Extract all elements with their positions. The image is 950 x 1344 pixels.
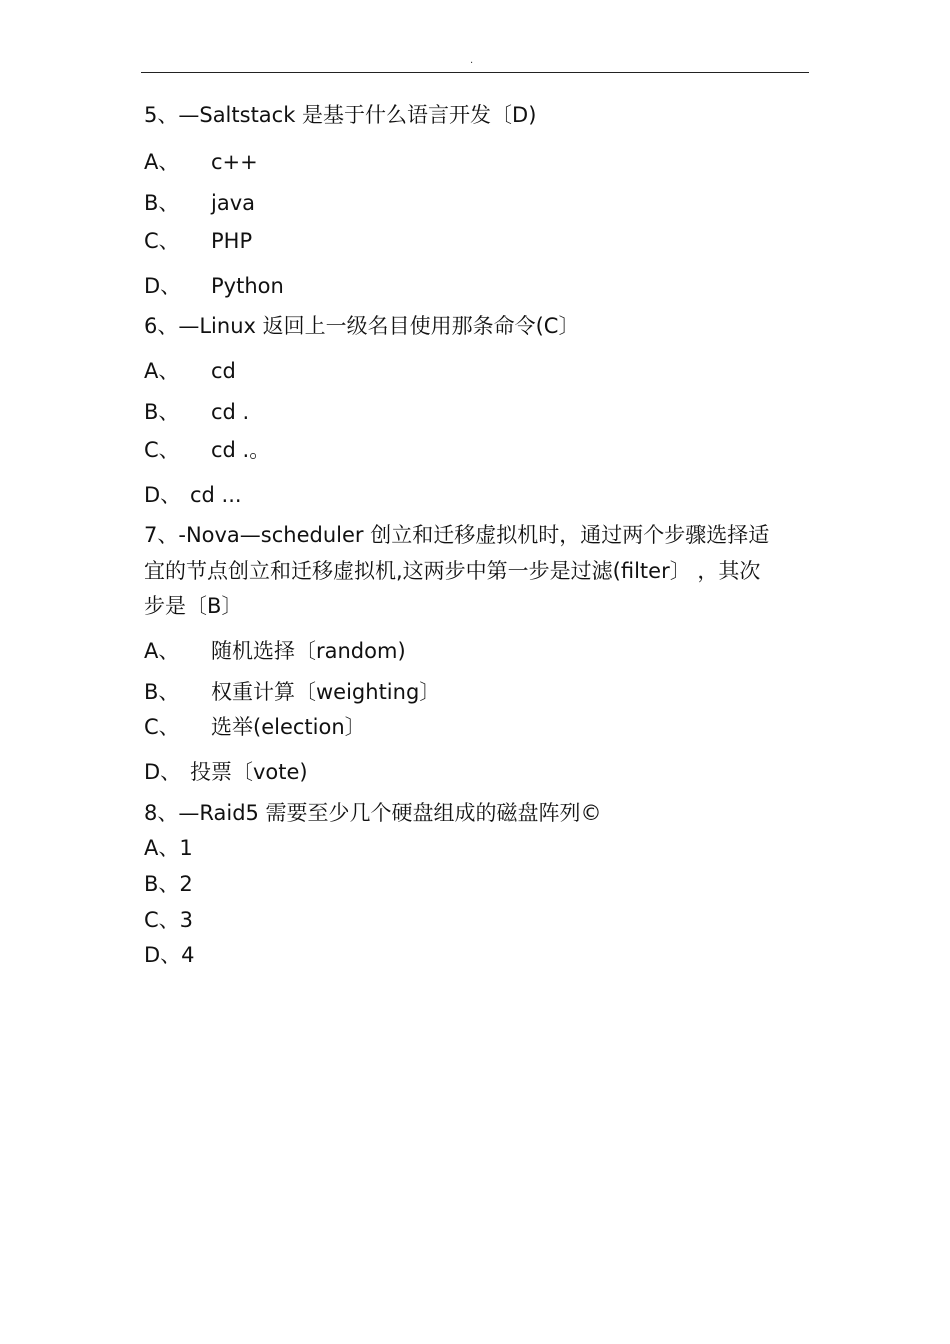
option-letter: C、 <box>144 438 180 462</box>
option-text: 随机选择〔random) <box>211 639 406 663</box>
option-line: D、4 <box>144 943 195 967</box>
option-line: B、2 <box>144 872 193 896</box>
option-text: java <box>211 191 255 215</box>
option-text: cd <box>211 359 236 383</box>
option-letter: A、 <box>144 150 180 174</box>
question-stem: 6、—Linux 返回上一级名目使用那条命令(C〕 <box>144 314 580 338</box>
option-letter: C、 <box>144 229 180 253</box>
option-letter: D、 <box>144 483 182 507</box>
option-line: A、1 <box>144 836 193 860</box>
question-stem-line: 宜的节点创立和迁移虚拟机,这两步中第一步是过滤(filter〕 ，其次 <box>144 559 761 583</box>
option-text: cd .。 <box>211 438 271 462</box>
option-letter: A、 <box>144 359 180 383</box>
option-line: C、3 <box>144 908 194 932</box>
option-text: PHP <box>211 229 253 253</box>
option-letter: C、 <box>144 715 180 739</box>
option-letter: B、 <box>144 191 180 215</box>
question-stem-line: 7、-Nova—scheduler 创立和迁移虚拟机时，通过两个步骤选择适 <box>144 523 770 547</box>
question-stem: 5、—Saltstack 是基于什么语言开发〔D) <box>144 103 537 127</box>
option-text: c++ <box>211 150 258 174</box>
question-stem: 8、—Raid5 需要至少几个硬盘组成的磁盘阵列© <box>144 801 602 825</box>
header-dot: . <box>470 55 474 66</box>
option-text: cd . <box>211 400 250 424</box>
option-letter: B、 <box>144 680 180 704</box>
option-text: 投票〔vote) <box>190 760 308 784</box>
option-text: cd ... <box>190 483 242 507</box>
option-letter: B、 <box>144 400 180 424</box>
question-stem-line: 步是〔B〕 <box>144 594 243 618</box>
option-letter: D、 <box>144 274 182 298</box>
header-rule <box>141 72 809 73</box>
option-text: 权重计算〔weighting〕 <box>211 680 441 704</box>
option-text: 选举(election〕 <box>211 715 366 739</box>
option-letter: A、 <box>144 639 180 663</box>
option-letter: D、 <box>144 760 182 784</box>
option-text: Python <box>211 274 284 298</box>
